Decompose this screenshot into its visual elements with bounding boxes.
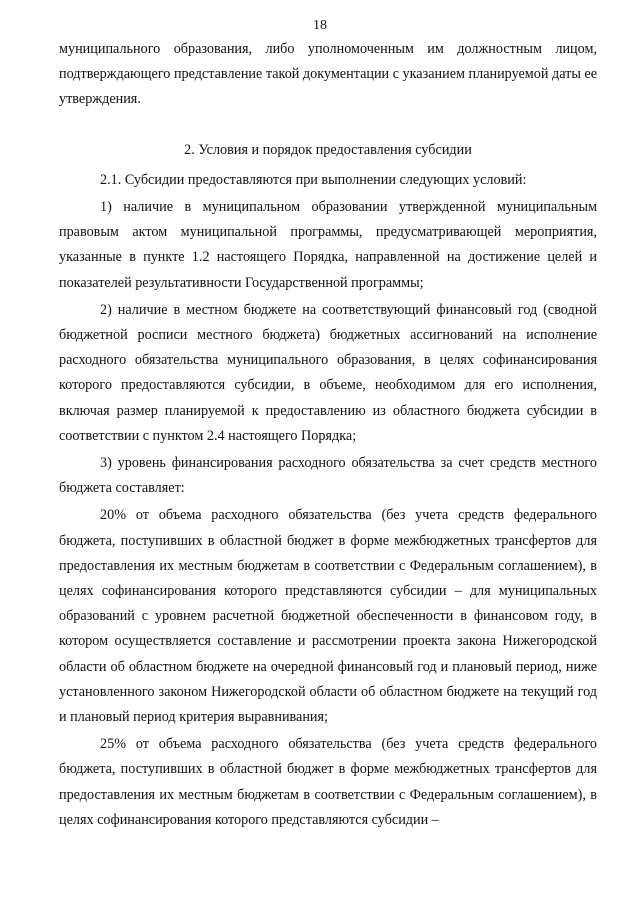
page-number: 18 [313, 18, 327, 33]
continuation-paragraph: муниципального образования, либо уполномоченным им должностным лицом, подтверждающего представление такой документации с указанием планируемой даты ее утверждения. [59, 41, 598, 108]
condition-2: 2) наличие в местном бюджете на соответствующий финансовый год (сводной бюджетной росписи местного бюджета) бюджетных ассигнований на исполнение расходного обязательства муниципального образования, в целях софинансирования которого предоставляются субсидии, в объеме, необходимом для его исполнения, включая размер планируемой к предоставлению из областного бюджета субсидии в соответствии с пунктом 2.4 настоящего Порядка; [59, 301, 597, 444]
document-body [59, 37, 597, 833]
condition-3: 3) уровень финансирования расходного обязательства за счет средств местного бюджета составляет: [59, 455, 597, 497]
rate-20-percent-paragraph: 20% от объема расходного обязательства (без учета средств федерального бюджета, поступивших в областной бюджет в форме межбюджетных трансфертов для предоставления их местным бюджетам в соответствии с Федеральным соглашением), в целях софинансирования которого представляются субсидии – для муниципальных образований с уровнем расчетной бюджетной обеспеченности в финансовом году, в котором осуществляется составление и рассмотрении проекта закона Нижегородской области об областном бюджете на очередной финансовый год и плановый период, ниже установленного законом Нижегородской области об областном бюджете на текущий год и плановый период критерия выравнивания; [59, 507, 597, 726]
condition-1: 1) наличие в муниципальном образовании утвержденной муниципальным правовым актом муниципальной программы, предусматривающей мероприятия, указанные в пункте 1.2 настоящего Порядка, направленной на достижение целей и показателей результативности Государственной программы; [59, 199, 597, 291]
section-heading: 2. Условия и порядок предоставления субсидии [184, 141, 472, 158]
section-body [59, 168, 597, 833]
clause-2-1: 2.1. Субсидии предоставляются при выполнении следующих условий: [100, 171, 527, 188]
rate-25-percent-paragraph: 25% от объема расходного обязательства (без учета средств федерального бюджета, поступивших в областной бюджет в форме межбюджетных трансфертов для предоставления их местным бюджетам в соответствии с Федеральным соглашением), в целях софинансирования которого представляются субсидии – [59, 736, 597, 828]
